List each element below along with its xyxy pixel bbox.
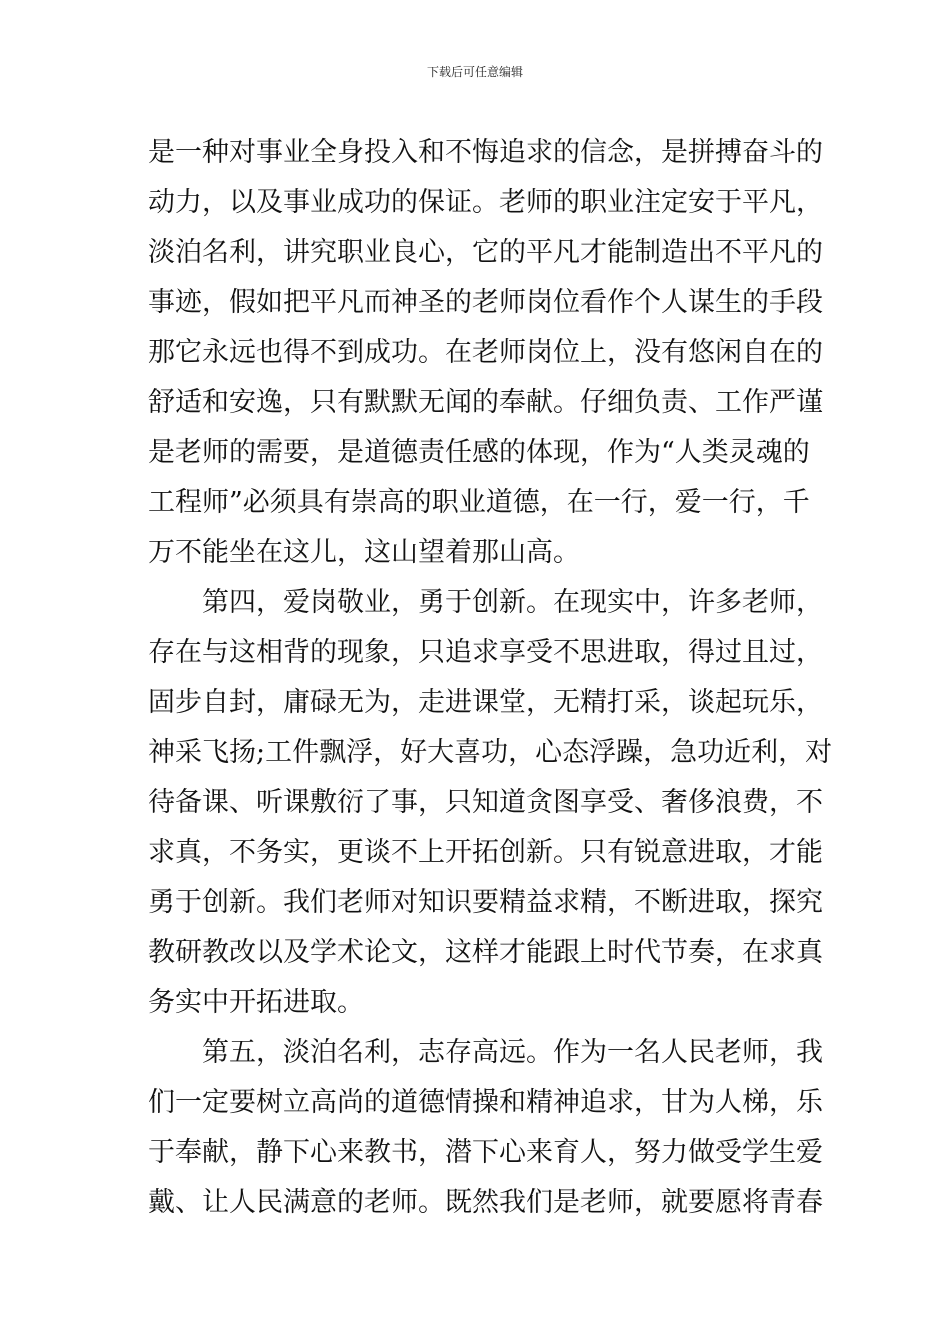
text-line: 工程师”必须具有崇高的职业道德，在一行，爱一行，千 xyxy=(148,487,810,518)
paragraph-2 xyxy=(148,578,833,1028)
text-line: 第四，爱岗敬业，勇于创新。在现实中，许多老师， xyxy=(202,587,823,618)
text-line: 第五，淡泊名利，志存高远。作为一名人民老师，我 xyxy=(202,1037,823,1068)
text-line: 于奉献，静下心来教书，潜下心来育人，努力做受学生爱 xyxy=(148,1137,823,1168)
text-line: 神采飞扬;工件飘浮，好大喜功，心态浮躁，急功近利，对 xyxy=(148,737,833,768)
text-line: 是一种对事业全身投入和不悔追求的信念，是拼搏奋斗的 xyxy=(148,137,823,168)
text-line: 事迹，假如把平凡而神圣的老师岗位看作个人谋生的手段 xyxy=(148,287,823,318)
text-line: 固步自封，庸碌无为，走进课堂，无精打采，谈起玩乐， xyxy=(148,687,823,718)
text-line: 务实中开拓进取。 xyxy=(148,987,364,1018)
text-line: 舒适和安逸，只有默默无闻的奉献。仔细负责、工作严谨 xyxy=(148,387,823,418)
text-line: 是老师的需要，是道德责任感的体现，作为“人类灵魂的 xyxy=(148,437,810,468)
document-body xyxy=(148,128,833,1228)
paragraph-3 xyxy=(148,1028,823,1228)
page-header: 下载后可任意编辑 xyxy=(426,65,523,79)
text-line: 淡泊名利，讲究职业良心，它的平凡才能制造出不平凡的 xyxy=(148,237,823,268)
text-line: 求真，不务实，更谈不上开拓创新。只有锐意进取，才能 xyxy=(148,837,823,868)
paragraph-1 xyxy=(148,128,823,578)
text-line: 动力，以及事业成功的保证。老师的职业注定安于平凡， xyxy=(148,187,823,218)
text-line: 万不能坐在这儿，这山望着那山高。 xyxy=(148,537,580,568)
text-line: 教研教改以及学术论文，这样才能跟上时代节奏，在求真 xyxy=(148,937,823,968)
text-line: 勇于创新。我们老师对知识要精益求精，不断进取，探究 xyxy=(148,887,823,918)
text-line: 待备课、听课敷衍了事，只知道贪图享受、奢侈浪费，不 xyxy=(148,787,823,818)
text-line: 存在与这相背的现象，只追求享受不思进取，得过且过， xyxy=(148,637,823,668)
text-line: 那它永远也得不到成功。在老师岗位上，没有悠闲自在的 xyxy=(148,337,823,368)
text-line: 戴、让人民满意的老师。既然我们是老师，就要愿将青春 xyxy=(148,1187,823,1218)
text-line: 们一定要树立高尚的道德情操和精神追求，甘为人梯，乐 xyxy=(148,1087,823,1118)
